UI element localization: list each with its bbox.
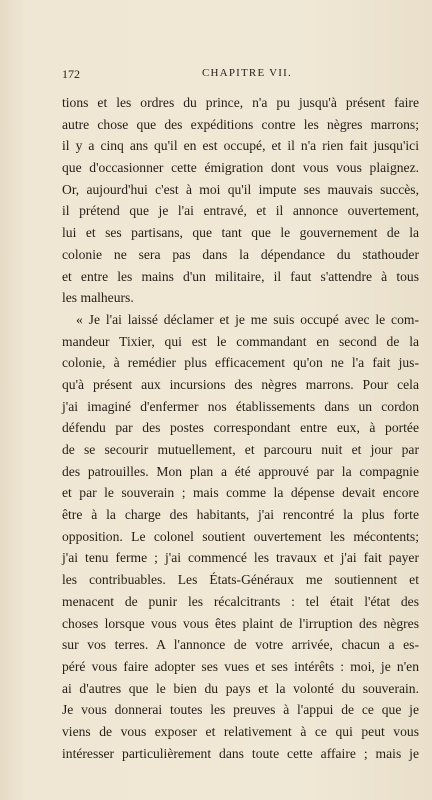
text-line: que d'occasionner cette émigration dont vous vous plaignez.	[62, 160, 419, 176]
text-line: colonie ne sera pas dans la dépendance du stathouder	[62, 246, 419, 262]
text-line: « Je l'ai laissé déclamer et je me suis occupé avec le com-	[76, 311, 419, 327]
text-line: il prétend que je l'ai entravé, et il annonce ouvertement,	[62, 203, 419, 219]
text-line: péré vous faire adopter ses vues et ses intérêts : moi, je n'en	[62, 658, 419, 674]
text-line: les malheurs.	[62, 290, 134, 306]
text-line: choses lorsque vous vous êtes plaint de l'irruption des nègres	[62, 615, 419, 631]
text-line: sur vos terres. A l'annonce de votre arrivée, chacun a es-	[62, 637, 419, 653]
text-line: défendu par des postes correspondant entre eux, à portée	[62, 420, 419, 436]
text-line: qu'à présent aux incursions des nègres marrons. Pour cela	[62, 376, 419, 392]
paragraph-1	[62, 92, 419, 309]
text-line: et par le souverain ; mais comme la dépense devait encore	[62, 485, 419, 501]
text-line: j'ai tenu ferme ; j'ai commencé les travaux et j'ai fait payer	[62, 550, 419, 566]
text-line: viens de vous exposer et relativement à ce qui peut vous	[62, 723, 419, 739]
text-line: lui et ses partisans, que tant que le gouvernement de la	[62, 225, 419, 241]
text-line: intéresser particulièrement dans toute cette affaire ; mais je	[62, 745, 419, 761]
text-line: j'ai imaginé d'enfermer nos établissements dans un cordon	[62, 398, 419, 414]
text-line: et entre les mains d'un militaire, il faut s'attendre à tous	[62, 268, 419, 284]
text-line: les contribuables. Les États-Généraux me soutiennent et	[62, 572, 419, 588]
text-line: tions et les ordres du prince, n'a pu jusqu'à présent faire	[62, 95, 419, 110]
text-line: de se secourir mutuellement, et parcouru nuit et jour par	[62, 442, 419, 457]
text-line: Or, aujourd'hui c'est à moi qu'il impute ses mauvais succès,	[62, 181, 419, 197]
text-line: autre chose que des expéditions contre les nègres marrons;	[62, 116, 419, 132]
text-line: opposition. Le colonel soutient ouvertement les mécontents;	[62, 528, 419, 544]
text-line: être à la charge des habitants, j'ai rencontré la plus forte	[62, 507, 419, 523]
page-number: 172	[62, 67, 80, 81]
body-text	[62, 92, 419, 764]
text-line: il y a cinq ans qu'il en est occupé, et il n'a rien fait jusqu'ici	[62, 138, 419, 154]
text-line: ai d'autres que le bien du pays et la volonté du souverain.	[62, 680, 419, 696]
text-line: colonie, à remédier plus efficacement qu'on ne l'a fait jus-	[62, 355, 419, 371]
text-line: des patrouilles. Mon plan a été approuvé par la compagnie	[62, 463, 419, 479]
text-line: mandeur Tixier, qui est le commandant en second de la	[62, 333, 419, 349]
text-line: Je vous donnerai toutes les preuves à l'appui de ce que je	[62, 702, 419, 718]
running-title: CHAPITRE VII.	[202, 67, 292, 79]
text-line: menacent de punir les récalcitrants : tel était l'état des	[62, 593, 419, 609]
paragraph-2	[62, 309, 419, 764]
